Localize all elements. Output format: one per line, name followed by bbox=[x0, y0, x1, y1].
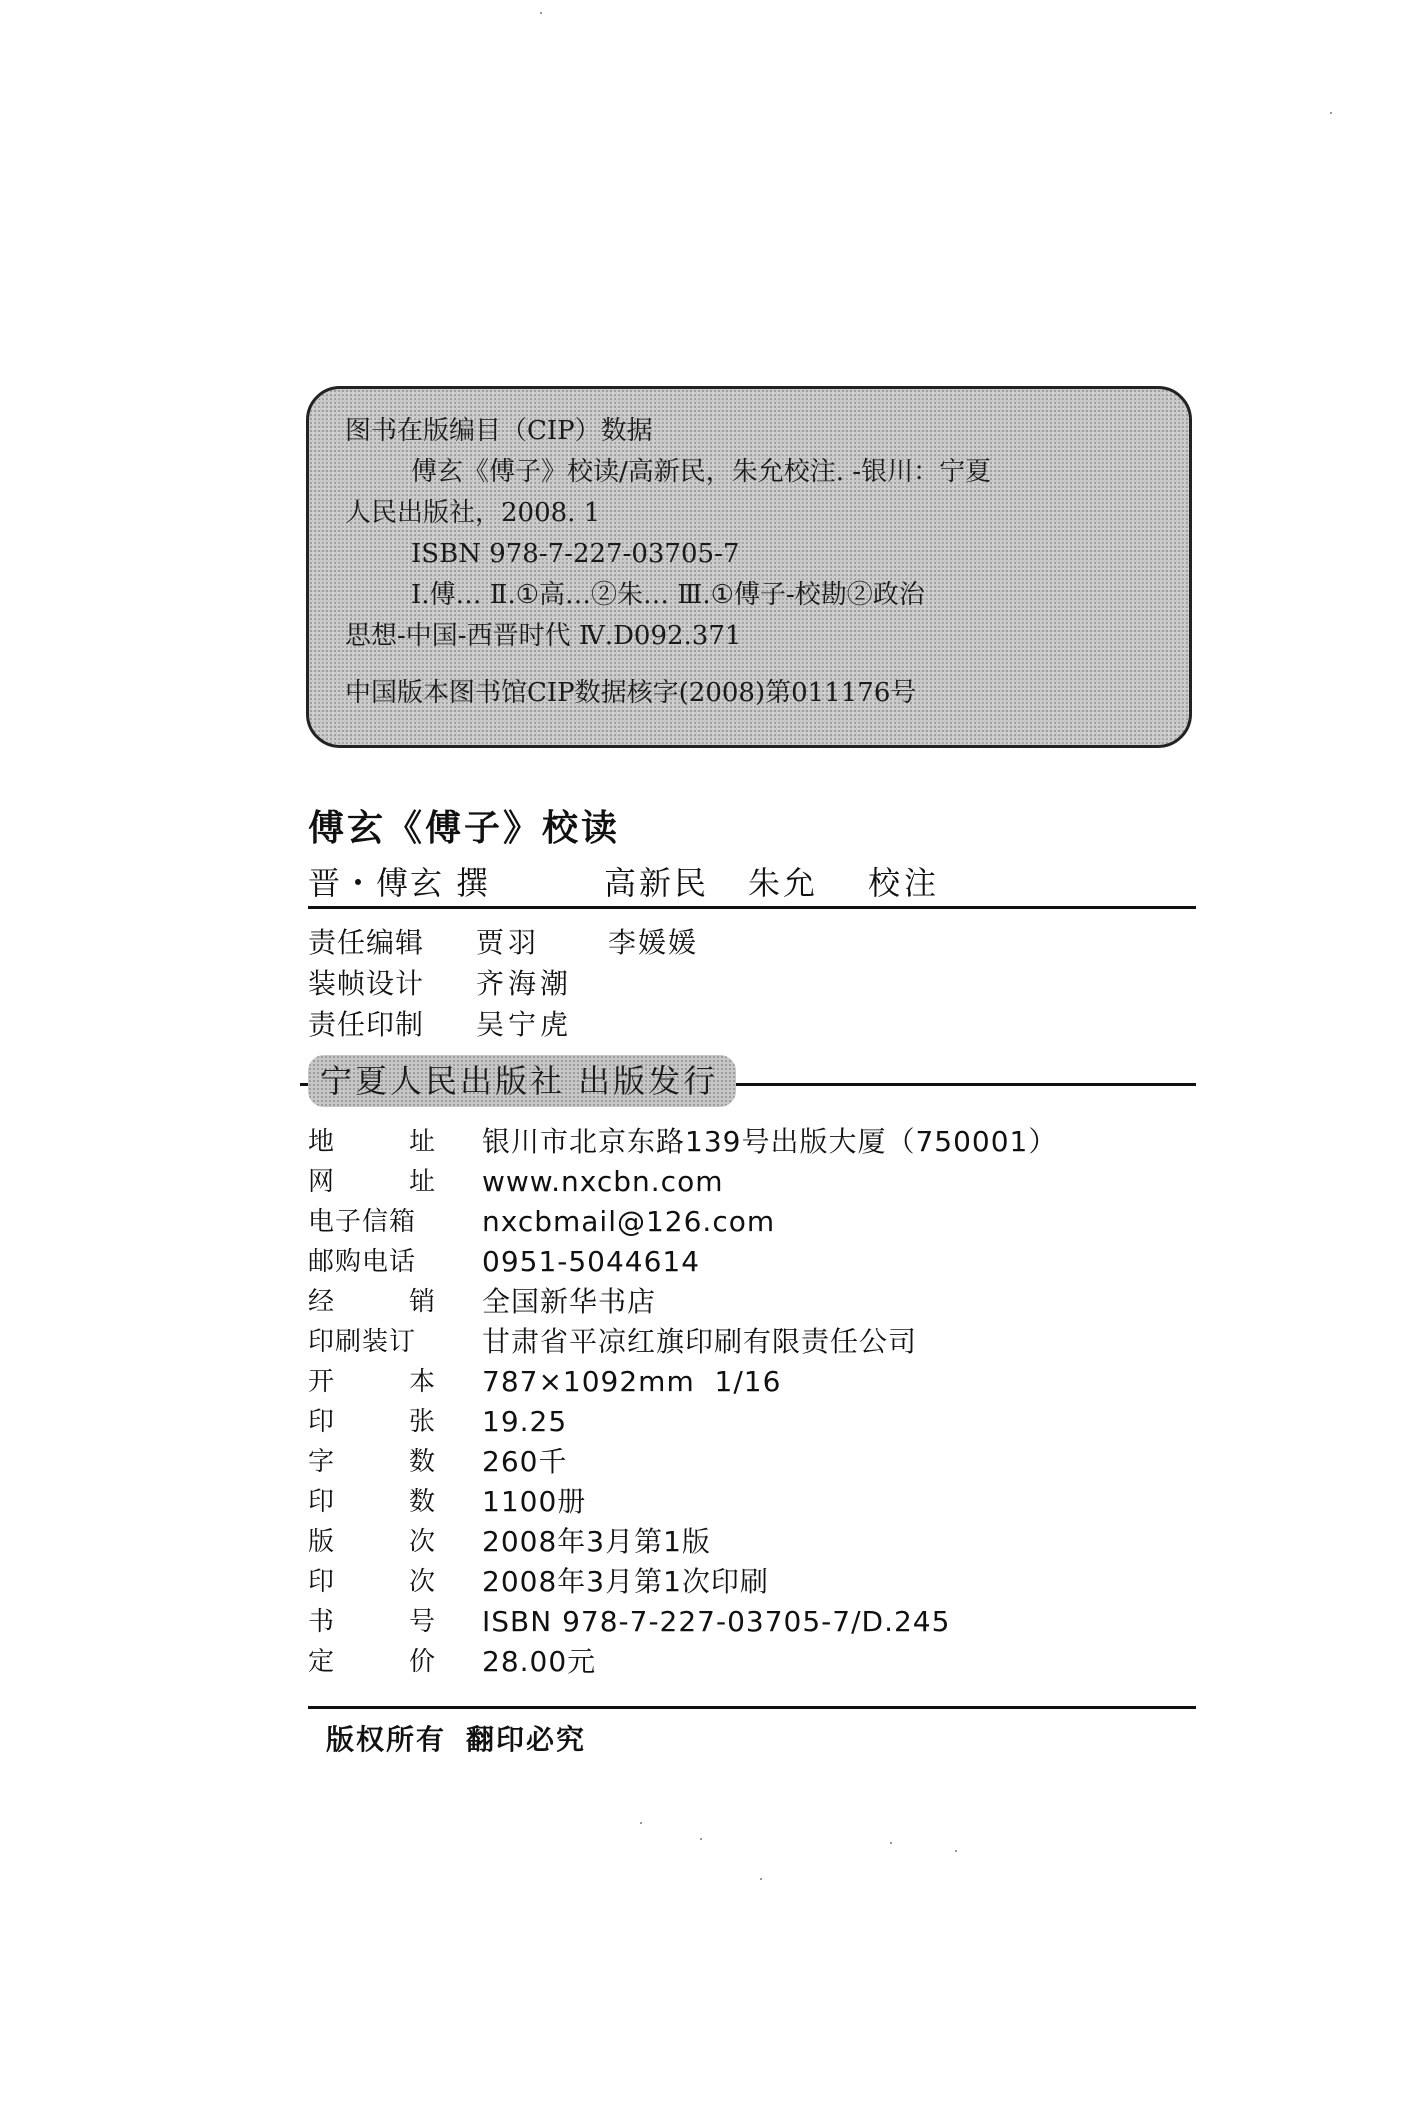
cip-heading: 图书在版编目（CIP）数据 bbox=[345, 416, 653, 446]
detail-label: 定 价 bbox=[308, 1647, 436, 1677]
detail-row bbox=[308, 1362, 1196, 1402]
detail-value: 2008年3月第1版 bbox=[482, 1525, 711, 1558]
staff-row bbox=[308, 963, 698, 1004]
staff-label: 装帧设计 bbox=[308, 967, 425, 1000]
divider bbox=[308, 1706, 1196, 1709]
detail-value: 19.25 bbox=[482, 1405, 568, 1438]
detail-row bbox=[308, 1402, 1196, 1442]
detail-label: 版 次 bbox=[308, 1527, 436, 1557]
cip-line-title: 傅玄《傅子》校读/高新民，朱允校注. -银川：宁夏 bbox=[411, 457, 992, 487]
copyright-piracy-warning: 翻印必究 bbox=[466, 1723, 587, 1756]
annotator-1: 高新民 bbox=[604, 864, 710, 902]
cip-line-classification: Ⅰ.傅… Ⅱ.①高…②朱… Ⅲ.①傅子-校勘②政治 bbox=[411, 580, 925, 610]
book-title: 傅玄《傅子》校读 bbox=[308, 808, 621, 849]
scan-speck bbox=[760, 1878, 762, 1880]
detail-row bbox=[308, 1562, 1196, 1602]
detail-label: 开 本 bbox=[308, 1367, 436, 1397]
annotator-2: 朱允 bbox=[748, 864, 819, 902]
scan-speck bbox=[540, 12, 542, 14]
detail-value: 全国新华书店 bbox=[482, 1285, 657, 1318]
detail-value: 0951-5044614 bbox=[482, 1245, 701, 1278]
scan-speck bbox=[700, 1838, 702, 1840]
scan-speck bbox=[640, 1822, 642, 1824]
staff-label: 责任印制 bbox=[308, 1008, 425, 1041]
publisher-name: 宁夏人民出版社 出版发行 bbox=[308, 1055, 736, 1107]
staff-value-2: 李媛媛 bbox=[608, 926, 699, 959]
detail-label: 印 张 bbox=[308, 1407, 436, 1437]
detail-value: 甘肃省平凉红旗印刷有限责任公司 bbox=[482, 1325, 918, 1358]
detail-value: 1100册 bbox=[482, 1485, 587, 1518]
scan-speck bbox=[890, 1842, 892, 1844]
detail-value: 2008年3月第1次印刷 bbox=[482, 1565, 769, 1598]
detail-label: 网 址 bbox=[308, 1167, 436, 1197]
cip-line-publisher: 人民出版社，2008. 1 bbox=[345, 498, 601, 528]
detail-label: 地 址 bbox=[308, 1127, 436, 1157]
detail-label: 印 数 bbox=[308, 1487, 436, 1517]
cip-line-subject: 思想-中国-西晋时代 Ⅳ.D092.371 bbox=[345, 621, 742, 651]
cip-line-record-number: 中国版本图书馆CIP数据核字(2008)第011176号 bbox=[345, 678, 917, 708]
detail-row bbox=[308, 1202, 1196, 1242]
staff-list bbox=[308, 922, 698, 1045]
detail-row bbox=[308, 1602, 1196, 1642]
cip-data-box bbox=[306, 386, 1192, 748]
detail-row bbox=[308, 1442, 1196, 1482]
cip-line-isbn: ISBN 978-7-227-03705-7 bbox=[411, 539, 740, 569]
detail-value: 28.00元 bbox=[482, 1645, 597, 1678]
detail-value: ISBN 978-7-227-03705-7/D.245 bbox=[482, 1605, 951, 1638]
staff-value: 齐海潮 bbox=[476, 967, 573, 1000]
copyright-reserved: 版权所有 bbox=[326, 1723, 447, 1756]
detail-row bbox=[308, 1482, 1196, 1522]
publication-details bbox=[308, 1122, 1196, 1682]
detail-label: 书 号 bbox=[308, 1607, 436, 1637]
detail-row bbox=[308, 1282, 1196, 1322]
detail-row bbox=[308, 1322, 1196, 1362]
detail-label: 邮购电话 bbox=[308, 1247, 417, 1277]
staff-value: 贾羽 bbox=[476, 926, 541, 959]
staff-value: 吴宁虎 bbox=[476, 1008, 573, 1041]
copyright-notice bbox=[326, 1718, 586, 1758]
detail-row bbox=[308, 1242, 1196, 1282]
scan-speck bbox=[955, 1850, 957, 1852]
publisher-bar bbox=[300, 1055, 1196, 1111]
annotator-role: 校注 bbox=[868, 864, 941, 902]
author-line bbox=[308, 858, 1196, 909]
author-original: 晋・傅玄 bbox=[308, 864, 445, 902]
detail-label: 经 销 bbox=[308, 1287, 436, 1317]
detail-row bbox=[308, 1122, 1196, 1162]
scan-speck bbox=[1330, 112, 1332, 114]
staff-row bbox=[308, 1004, 698, 1045]
staff-label: 责任编辑 bbox=[308, 926, 425, 959]
detail-value: 260千 bbox=[482, 1445, 568, 1478]
detail-label: 印刷装订 bbox=[308, 1327, 417, 1357]
detail-value: 787×1092mm 1/16 bbox=[482, 1365, 782, 1398]
detail-row bbox=[308, 1162, 1196, 1202]
detail-label: 电子信箱 bbox=[308, 1207, 417, 1237]
detail-label: 印 次 bbox=[308, 1567, 436, 1597]
detail-row bbox=[308, 1642, 1196, 1682]
author-role: 撰 bbox=[456, 864, 491, 902]
detail-row bbox=[308, 1522, 1196, 1562]
detail-value: nxcbmail@126.com bbox=[482, 1205, 776, 1238]
detail-value: www.nxcbn.com bbox=[482, 1165, 724, 1198]
detail-label: 字 数 bbox=[308, 1447, 436, 1477]
detail-value: 银川市北京东路139号出版大厦（750001） bbox=[482, 1125, 1058, 1158]
staff-row bbox=[308, 922, 698, 963]
